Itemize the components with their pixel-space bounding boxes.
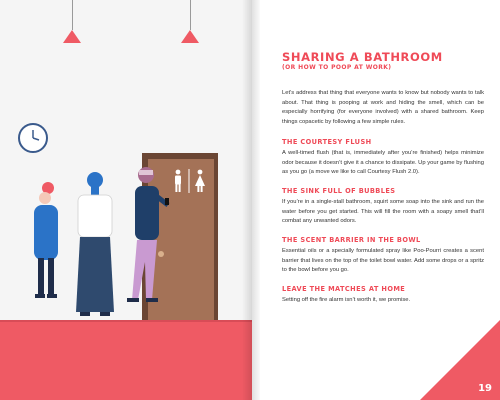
- page-number: 19: [478, 383, 492, 394]
- page-title: SHARING A BATHROOM: [282, 50, 443, 64]
- section-heading: THE SINK FULL OF BUBBLES: [282, 187, 396, 195]
- page-subtitle: (OR HOW TO POOP AT WORK): [282, 64, 392, 71]
- section-paragraph: Setting off the fire alarm isn’t worth it, we promise.: [282, 297, 411, 303]
- waiting-person-icon: [76, 172, 114, 316]
- section-heading: THE COURTESY FLUSH: [282, 138, 372, 146]
- intro-paragraph: Let’s address that thing that everyone wants to know but nobody wants to talk about. That thing is pooping at work and hiding the smell, which can be especially horrifying (for everyone involved) with a shared bathroom. Keep things copacetic by following a few simple rules.: [282, 90, 484, 125]
- floor: [0, 322, 252, 400]
- book-gutter: [242, 0, 260, 400]
- text-page: [260, 0, 500, 400]
- waiting-person-icon: [34, 182, 58, 298]
- section-heading: LEAVE THE MATCHES AT HOME: [282, 285, 406, 293]
- section-paragraph: Essential oils or a specially formulated spray like Poo-Pourri creates a scent barrier that lives on the top of the toilet bowl water. Add some drops or a spritz to the bowl before you go.: [282, 248, 484, 273]
- section-paragraph: A well-timed flush (that is, immediately after you’re finished) helps minimize odor because it doesn’t give it a chance to dissipate. Up your game by flushing as you go (a move we like to call Courtesy Flush 2.0).: [282, 150, 484, 175]
- section-heading: THE SCENT BARRIER IN THE BOWL: [282, 236, 421, 244]
- section-paragraph: If you’re in a single-stall bathroom, squirt some soap into the sink and run the water before you get started. This will fill the room with a soapy smell that’ll combat any unwanted odors.: [282, 199, 484, 224]
- waiting-person-icon: [127, 167, 169, 302]
